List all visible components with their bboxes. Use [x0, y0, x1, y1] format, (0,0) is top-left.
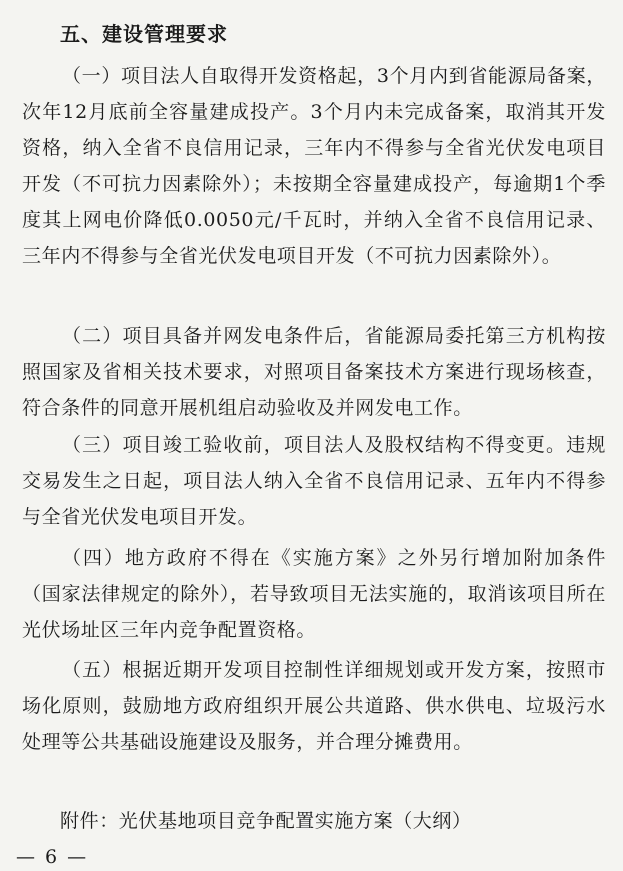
paragraph-5: （五）根据近期开发项目控制性详细规划或开发方案，按照市场化原则，鼓励地方政府组织开展公共道路、供水供电、垃圾污水处理等公共基础设施建设及服务，并合理分摊费用。 [22, 659, 606, 753]
paragraph-2: （二）项目具备并网发电条件后，省能源局委托第三方机构按照国家及省相关技术要求，对照项目备案技术方案进行现场核查，符合条件的同意开展机组启动验收及并网发电工作。 [22, 325, 606, 419]
paragraph-1: （一）项目法人自取得开发资格起，3个月内到省能源局备案，次年12月底前全容量建成投产。3个月内未完成备案，取消其开发资格，纳入全省不良信用记录，三年内不得参与全省光伏发电项目开发（不可抗力因素除外）；未按期全容量建成投产，每逾期1个季度其上网电价降低0.0050元/千瓦时，并纳入全省不良信用记录、三年内不得参与全省光伏发电项目开发（不可抗力因素除外）。 [22, 65, 606, 267]
page-number: — 6 — [16, 846, 89, 868]
paragraph-3: （三）项目竣工验收前，项目法人及股权结构不得变更。违规交易发生之日起，项目法人纳入全省不良信用记录、五年内不得参与全省光伏发电项目开发。 [22, 434, 606, 528]
attachment-note: 附件：光伏基地项目竞争配置实施方案（大纲） [60, 810, 472, 832]
paragraph-4: （四）地方政府不得在《实施方案》之外另行增加附加条件（国家法律规定的除外），若导致项目无法实施的，取消该项目所在光伏场址区三年内竞争配置资格。 [22, 547, 606, 641]
section-heading: 五、建设管理要求 [60, 22, 228, 46]
